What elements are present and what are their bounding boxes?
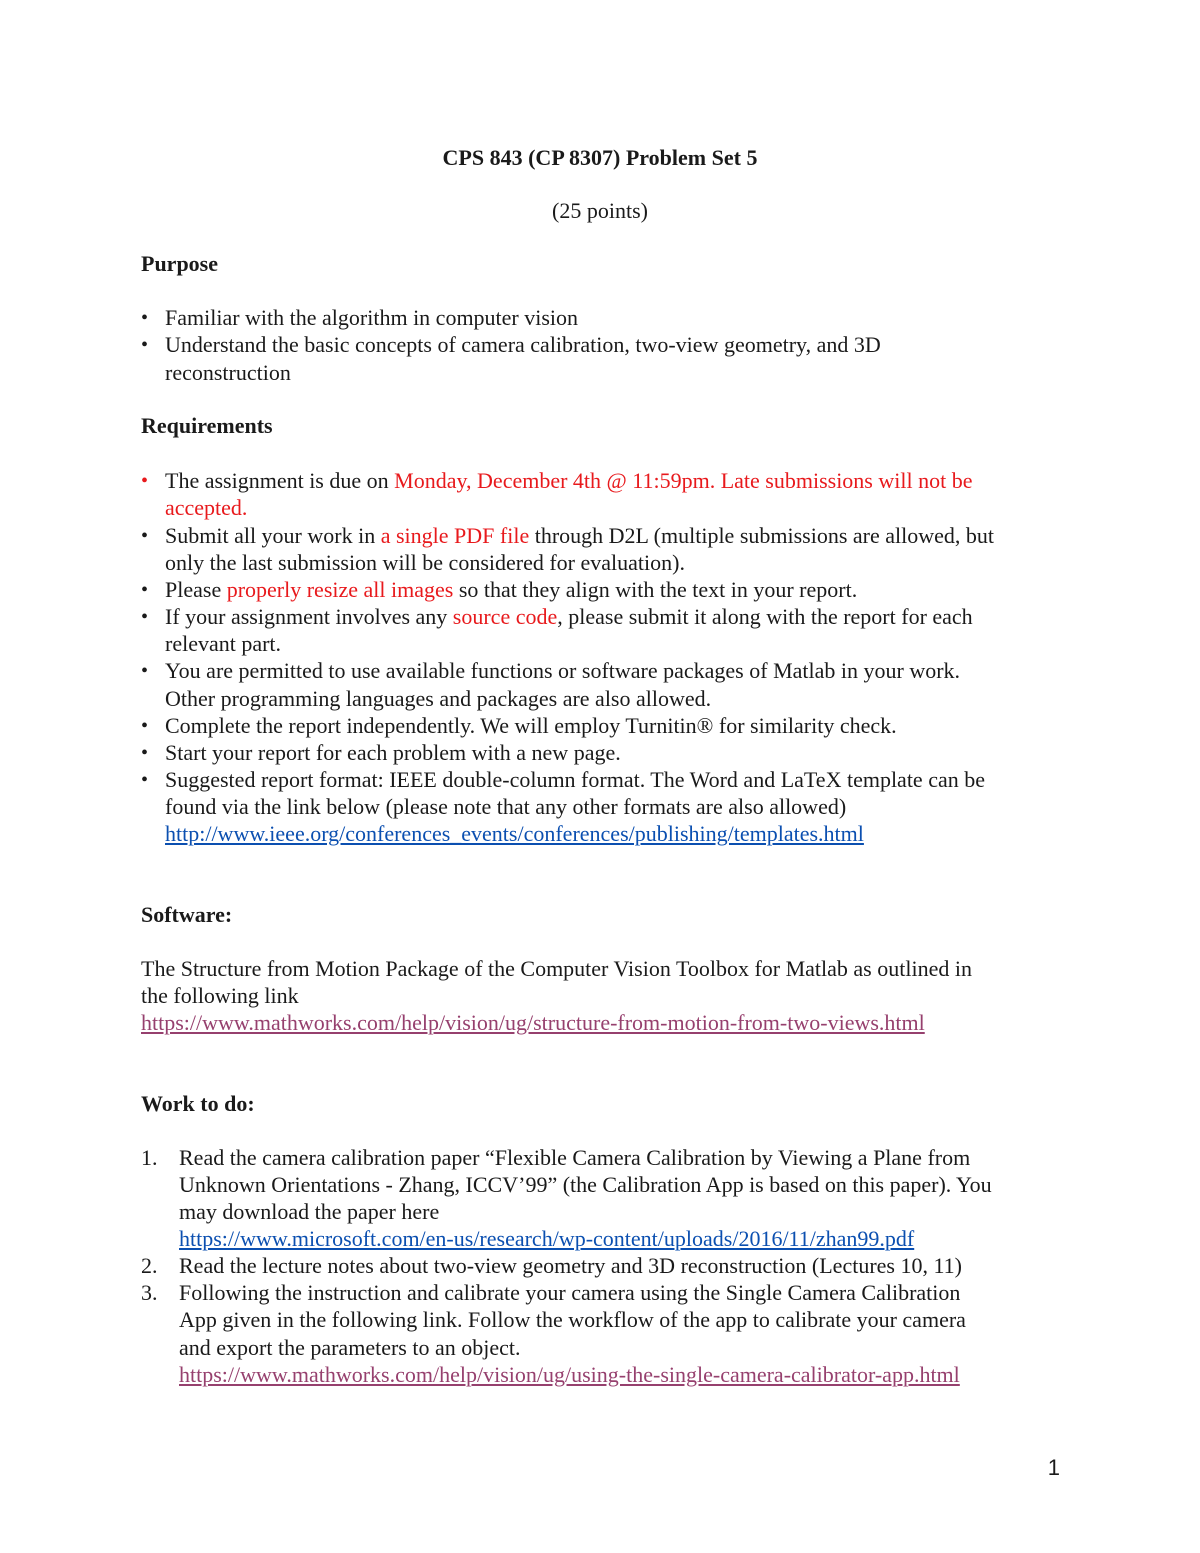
bullet-icon: • <box>141 660 149 682</box>
bullet-icon: • <box>141 470 149 492</box>
list-number: 1. <box>141 1145 158 1170</box>
requirement-submit <box>165 522 994 550</box>
requirements-heading: Requirements <box>141 413 273 438</box>
page-title: CPS 843 (CP 8307) Problem Set 5 <box>442 145 758 170</box>
purpose-heading: Purpose <box>141 251 218 276</box>
bullet-icon: • <box>141 525 149 547</box>
requirement-text: , please submit it along with the report for each <box>557 604 973 629</box>
requirement-text: Submit all your work in <box>165 523 381 548</box>
requirement-format: Suggested report format: IEEE double-column format. The Word and LaTeX template can be <box>165 767 985 792</box>
bullet-icon: • <box>141 579 149 601</box>
sfm-link[interactable]: https://www.mathworks.com/help/vision/ug/structure-from-motion-from-two-views.html <box>141 1010 925 1035</box>
work-item-1: Read the camera calibration paper “Flexible Camera Calibration by Viewing a Plane from <box>179 1145 971 1170</box>
work-item-3-continued: and export the parameters to an object. <box>179 1335 521 1360</box>
work-item-3-continued: App given in the following link. Follow the workflow of the app to calibrate your camera <box>179 1307 966 1332</box>
requirement-source-code <box>165 603 973 631</box>
work-heading: Work to do: <box>141 1091 255 1116</box>
due-date-highlight: Monday, December 4th @ 11:59pm. Late submissions will not be <box>394 468 973 493</box>
requirement-text: so that they align with the text in your report. <box>453 577 858 602</box>
work-item-3: Following the instruction and calibrate your camera using the Single Camera Calibration <box>179 1280 961 1305</box>
software-description: The Structure from Motion Package of the Computer Vision Toolbox for Matlab as outlined in <box>141 956 972 981</box>
software-heading: Software: <box>141 902 233 927</box>
list-number: 2. <box>141 1253 158 1278</box>
requirement-text: through D2L (multiple submissions are allowed, but <box>529 523 995 548</box>
zhang-paper-link[interactable]: https://www.microsoft.com/en-us/research/wp-content/uploads/2016/11/zhan99.pdf <box>179 1226 915 1251</box>
source-code-highlight: source code <box>452 604 558 629</box>
bullet-icon: • <box>141 769 149 791</box>
requirement-matlab-continued: Other programming languages and packages are also allowed. <box>165 686 712 711</box>
bullet-icon: • <box>141 606 149 628</box>
page-number: 1 <box>1047 1455 1060 1480</box>
requirement-text: Please <box>165 577 227 602</box>
requirement-text: If your assignment involves any <box>165 604 453 629</box>
purpose-item: Familiar with the algorithm in computer vision <box>165 305 579 330</box>
ieee-link-row <box>165 820 864 848</box>
calibrator-app-link[interactable]: https://www.mathworks.com/help/vision/ug/using-the-single-camera-calibrator-app.html <box>179 1362 960 1387</box>
resize-highlight: properly resize all images <box>226 577 454 602</box>
bullet-icon: • <box>141 307 149 329</box>
work-item-1-continued: Unknown Orientations - Zhang, ICCV’99” (the Calibration App is based on this paper). You <box>179 1172 992 1197</box>
software-description-continued: the following link <box>141 983 299 1008</box>
requirement-resize <box>165 576 857 604</box>
list-number: 3. <box>141 1280 158 1305</box>
software-link-row <box>141 1009 925 1037</box>
purpose-item: Understand the basic concepts of camera calibration, two-view geometry, and 3D <box>165 332 881 357</box>
zhang-link-row <box>179 1225 914 1253</box>
bullet-icon: • <box>141 715 149 737</box>
bullet-icon: • <box>141 742 149 764</box>
bullet-icon: • <box>141 334 149 356</box>
requirement-text: The assignment is due on <box>165 468 395 493</box>
calibrator-link-row <box>179 1361 960 1389</box>
requirement-independent: Complete the report independently. We will employ Turnitin® for similarity check. <box>165 713 897 738</box>
requirement-source-code-continued: relevant part. <box>165 631 282 656</box>
purpose-item-continued: reconstruction <box>165 360 291 385</box>
requirement-due-date-continued: accepted. <box>165 495 248 520</box>
points-subtitle: (25 points) <box>552 198 648 223</box>
work-item-2: Read the lecture notes about two-view geometry and 3D reconstruction (Lectures 10, 11) <box>179 1253 962 1278</box>
requirement-due-date <box>165 467 972 495</box>
pdf-highlight: a single PDF file <box>380 523 530 548</box>
requirement-format-continued: found via the link below (please note that any other formats are also allowed) <box>165 794 847 819</box>
requirement-new-page: Start your report for each problem with a new page. <box>165 740 621 765</box>
work-item-1-continued: may download the paper here <box>179 1199 440 1224</box>
requirement-matlab: You are permitted to use available functions or software packages of Matlab in your work. <box>165 658 961 683</box>
ieee-template-link[interactable]: http://www.ieee.org/conferences_events/conferences/publishing/templates.html <box>165 821 864 846</box>
requirement-submit-continued: only the last submission will be considered for evaluation). <box>165 550 685 575</box>
